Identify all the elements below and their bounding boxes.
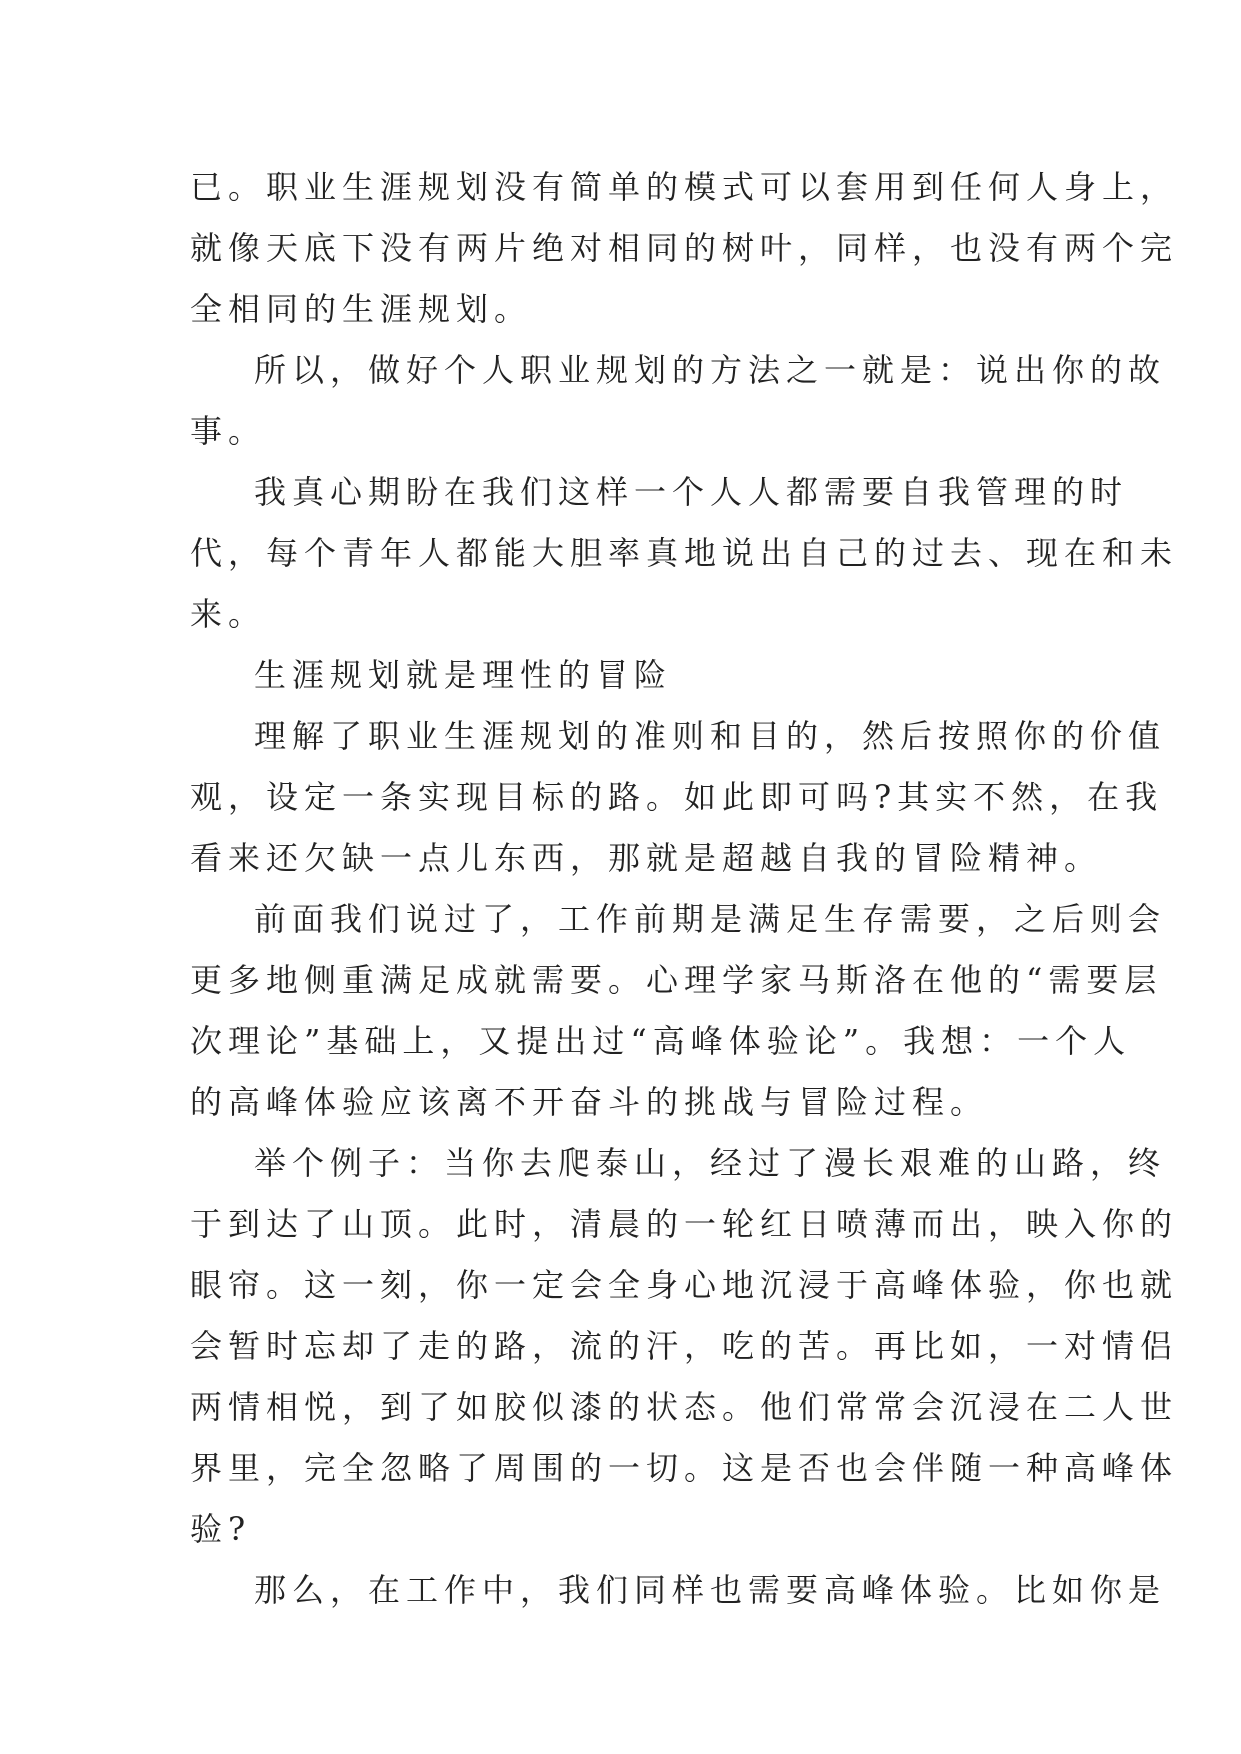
text-line: 举个例子：当你去爬泰山，经过了漫长艰难的山路，终 [254, 1144, 1167, 1182]
text-line: 已。职业生涯规划没有简单的模式可以套用到任何人身上， [190, 168, 1179, 206]
text-line: 就像天底下没有两片绝对相同的树叶，同样，也没有两个完 [190, 229, 1179, 267]
text-line: 次理论”基础上，又提出过“高峰体验论”。我想：一个人 [190, 1022, 1132, 1060]
text-line: 所以，做好个人职业规划的方法之一就是：说出你的故 [254, 351, 1167, 389]
text-line: 代，每个青年人都能大胆率真地说出自己的过去、现在和未 [190, 534, 1179, 572]
text-line: 看来还欠缺一点儿东西，那就是超越自我的冒险精神。 [190, 839, 1103, 877]
text-line: 那么，在工作中，我们同样也需要高峰体验。比如你是 [254, 1571, 1167, 1609]
text-line: 观，设定一条实现目标的路。如此即可吗?其实不然，在我 [190, 778, 1164, 816]
text-line: 界里，完全忽略了周围的一切。这是否也会伴随一种高峰体 [190, 1449, 1179, 1487]
text-line: 前面我们说过了，工作前期是满足生存需要，之后则会 [254, 900, 1167, 938]
text-line: 全相同的生涯规划。 [190, 290, 533, 328]
text-line: 眼帘。这一刻，你一定会全身心地沉浸于高峰体验，你也就 [190, 1266, 1179, 1304]
text-line: 我真心期盼在我们这样一个人人都需要自我管理的时 [254, 473, 1129, 511]
section-heading: 生涯规划就是理性的冒险 [254, 656, 673, 694]
text-line: 会暂时忘却了走的路，流的汗，吃的苦。再比如，一对情侣 [190, 1327, 1179, 1365]
text-line: 理解了职业生涯规划的准则和目的，然后按照你的价值 [254, 717, 1167, 755]
text-line: 验? [190, 1510, 252, 1548]
text-line: 于到达了山顶。此时，清晨的一轮红日喷薄而出，映入你的 [190, 1205, 1179, 1243]
text-line: 来。 [190, 595, 267, 633]
text-line: 更多地侧重满足成就需要。心理学家马斯洛在他的“需要层 [190, 961, 1163, 999]
document-body [190, 157, 1179, 1621]
text-line: 的高峰体验应该离不开奋斗的挑战与冒险过程。 [190, 1083, 989, 1121]
text-line: 两情相悦，到了如胶似漆的状态。他们常常会沉浸在二人世 [190, 1388, 1179, 1426]
text-line: 事。 [190, 412, 267, 450]
